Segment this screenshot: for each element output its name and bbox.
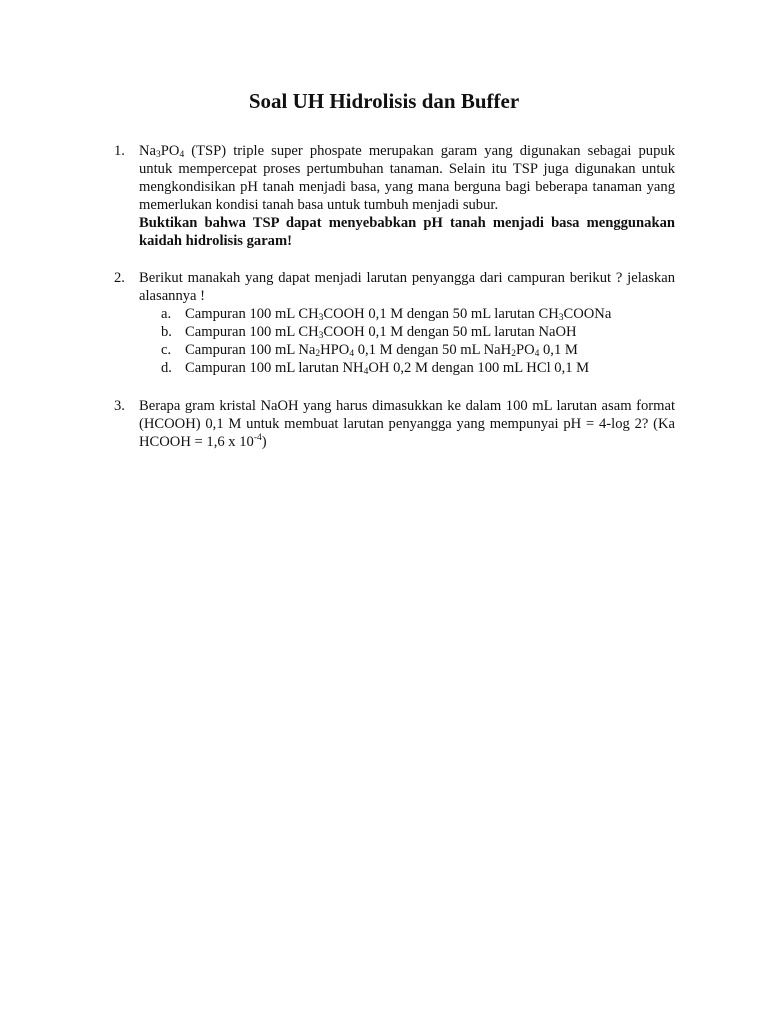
option-text: Campuran 100 mL $CH_3COOH$ 0,1 M dengan 50 mL larutan NaOH xyxy=(185,324,577,341)
question-3 xyxy=(114,397,675,451)
answer-option xyxy=(139,341,675,359)
answer-option xyxy=(139,305,675,323)
option-letter: c. xyxy=(161,342,172,358)
document-title: Soal UH Hidrolisis dan Buffer xyxy=(248,89,520,113)
question-number: 1. xyxy=(114,143,125,159)
question-body xyxy=(139,397,675,451)
option-text: Campuran 100 mL $CH_3COOH$ 0,1 M dengan 50 mL larutan $CH_3COONa$ xyxy=(185,306,612,323)
option-letter: d. xyxy=(161,360,172,376)
answer-option xyxy=(139,323,675,341)
question-instruction: Buktikan bahwa TSP dapat menyebabkan pH tanah menjadi basa menggunakan kaidah hidrolisis garam! xyxy=(139,215,675,249)
question-number: 2. xyxy=(114,270,125,286)
option-text: Campuran 100 mL $Na_2HPO_4$ 0,1 M dengan 50 mL $NaH_2PO_4$ 0,1 M xyxy=(185,342,578,359)
option-letter: a. xyxy=(161,306,172,322)
question-body xyxy=(139,142,675,250)
question-1 xyxy=(114,142,675,250)
question-text: Berikut manakah yang dapat menjadi larutan penyangga dari campuran berikut ? jelaskan alasannya ! xyxy=(139,270,675,304)
question-number: 3. xyxy=(114,398,125,414)
question-text: Berapa gram kristal NaOH yang harus dimasukkan ke dalam 100 mL larutan asam format (HCOOH) 0,1 M untuk membuat larutan penyangga yang mempunyai pH = 4-log 2? (Ka HCOOH = 1,6 x $10^{-4}$) xyxy=(139,398,675,450)
option-letter: b. xyxy=(161,324,172,340)
option-text: Campuran 100 mL larutan $NH_4OH$ 0,2 M dengan 100 mL HCl 0,1 M xyxy=(185,360,590,377)
question-body xyxy=(139,269,675,377)
answer-option xyxy=(139,359,675,377)
question-text: $Na_3PO_4$ (TSP) triple super phospate merupakan garam yang digunakan sebagai pupuk untuk mempercepat proses pertumbuhan tanaman. Selain itu TSP juga digunakan untuk mengkondisikan pH tanah menjadi basa, yang mana berguna bagi beberapa tanaman yang memerlukan kondisi tanah basa untuk tumbuh menjadi subur. xyxy=(139,143,675,213)
question-2 xyxy=(114,269,675,377)
